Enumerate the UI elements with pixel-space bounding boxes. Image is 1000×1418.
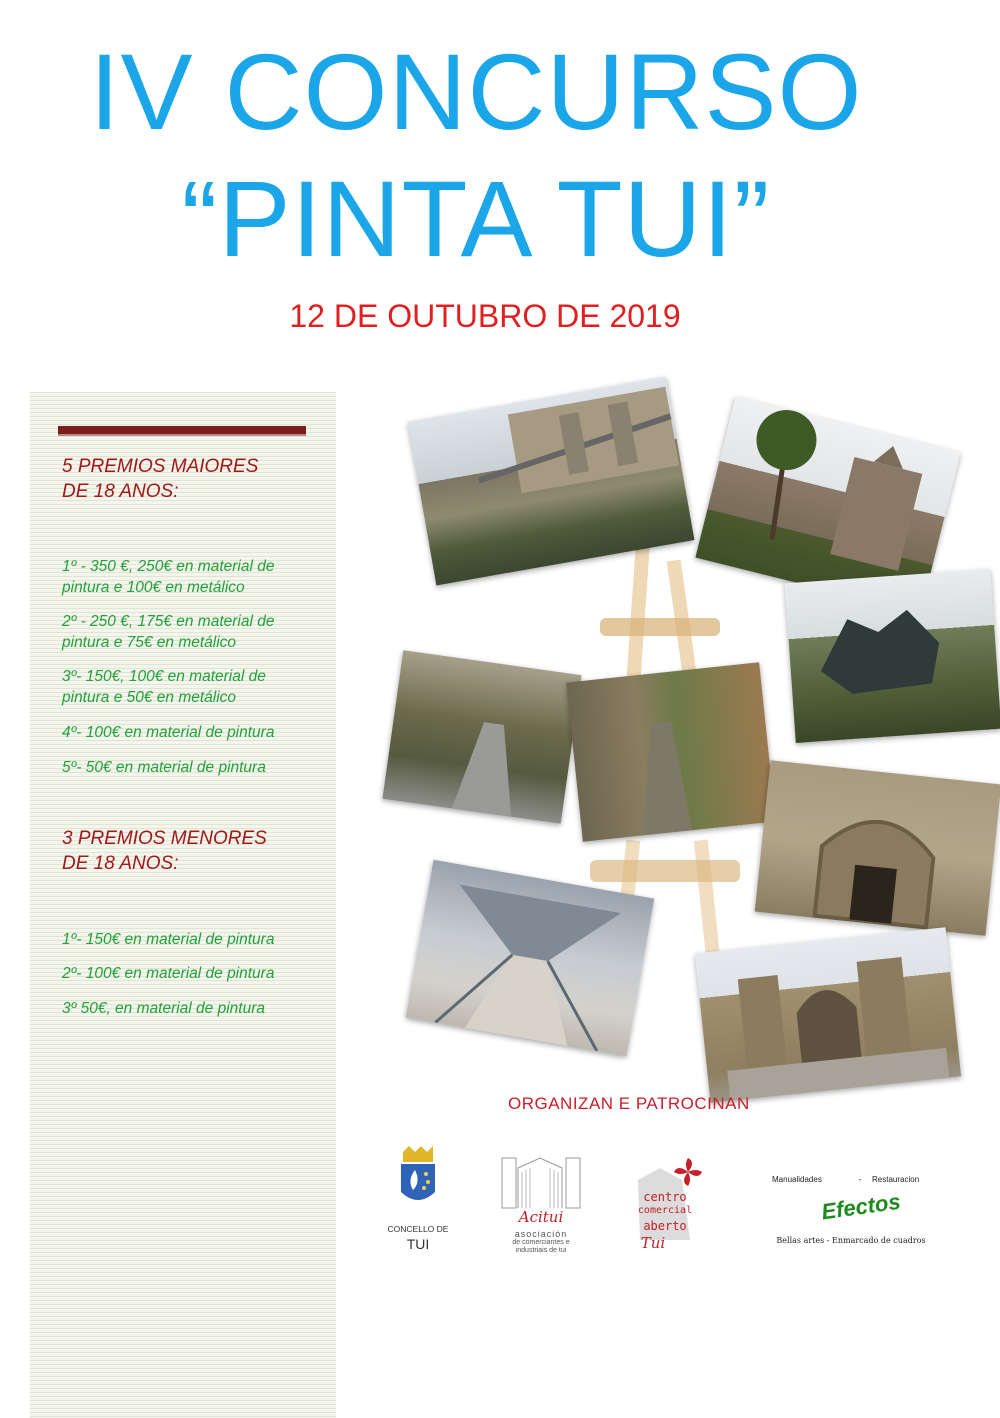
title-line-1: IV CONCURSO: [89, 31, 863, 152]
minor-prize-1: 1º- 150€ en material de pintura: [62, 931, 275, 948]
minor-prize-2: 2º- 100€ en material de pintura: [62, 965, 275, 982]
photo-cathedral: [695, 927, 961, 1103]
efectos-top-separator: -: [858, 1175, 862, 1184]
adult-heading-line-2: DE 18 ANOS:: [62, 481, 179, 502]
adult-prize-5: 5º- 50€ en material de pintura: [62, 759, 266, 776]
panel-divider: [58, 426, 306, 436]
photo-horse-statue: [785, 569, 1000, 743]
minor-heading-line-2: DE 18 ANOS:: [62, 853, 179, 874]
adult-prize-1-line-2: pintura e 100€ en metálico: [62, 579, 245, 596]
acitui-line-1: asociación: [514, 1229, 568, 1239]
photo-stone-alley: [566, 662, 776, 841]
centro-line-4: Tui: [640, 1234, 666, 1252]
acitui-building-icon: [500, 1156, 582, 1212]
concello-crest-icon: [395, 1146, 441, 1216]
concello-label-line-1: CONCELLO DE: [387, 1224, 449, 1234]
efectos-top-left: Manualidades: [772, 1175, 822, 1184]
acitui-name: Acitui: [518, 1208, 564, 1226]
adult-prize-1-line-1: 1º - 350 €, 250€ en material de: [62, 558, 275, 575]
event-date: 12 DE OUTUBRO DE 2019: [289, 298, 681, 334]
centro-line-1: centro: [643, 1190, 687, 1204]
efectos-name: Efectos: [819, 1188, 903, 1225]
efectos-top-right: Restauracion: [872, 1175, 920, 1184]
photo-narrow-street: [382, 650, 581, 824]
centro-line-3: aberto: [643, 1219, 687, 1233]
minor-heading-line-1: 3 PREMIOS MENORES: [62, 828, 267, 849]
concello-label-line-2: TUI: [406, 1236, 430, 1252]
adult-prize-3-line-2: pintura e 50€ en metálico: [62, 689, 237, 706]
adult-prize-2-line-2: pintura e 75€ en metálico: [62, 634, 237, 651]
adult-prize-3-line-1: 3º- 150€, 100€ en material de: [62, 668, 266, 685]
title-line-2: “PINTA TUI”: [181, 158, 771, 279]
photo-romanesque-portal: [755, 760, 1000, 935]
centro-line-2: comercial: [637, 1205, 693, 1216]
minor-prize-3: 3º 50€, en material de pintura: [62, 1000, 265, 1017]
efectos-bottom: Bellas artes - Enmarcado de cuadros: [776, 1236, 926, 1245]
acitui-line-3: industriais de tui: [515, 1247, 567, 1254]
adult-heading-line-1: 5 PREMIOS MAIORES: [62, 456, 259, 477]
organizers-label: ORGANIZAN E PATROCINAN: [508, 1094, 750, 1113]
adult-prize-4: 4º- 100€ en material de pintura: [62, 724, 275, 741]
adult-prize-2-line-1: 2º - 250 €, 175€ en material de: [62, 613, 275, 630]
acitui-line-2: de comerciantes e: [512, 1239, 570, 1246]
prizes-panel: [30, 392, 336, 1418]
